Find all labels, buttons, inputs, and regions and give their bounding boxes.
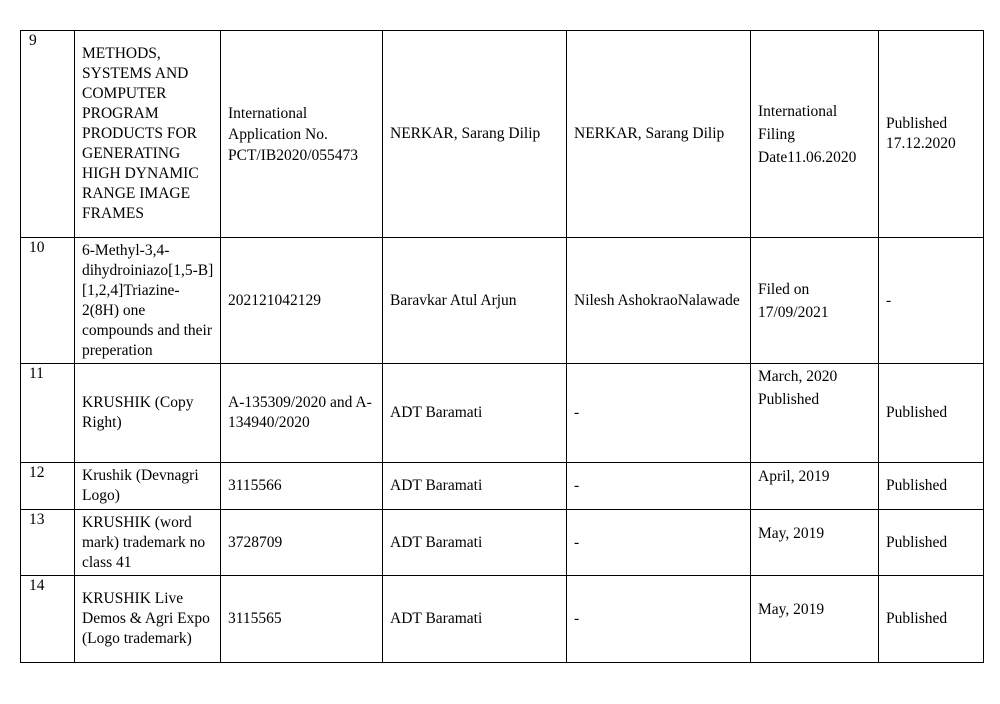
- status-cell: -: [879, 238, 984, 364]
- row-number: 11: [21, 364, 75, 463]
- row-number: 9: [21, 31, 75, 238]
- date-cell: [751, 463, 879, 510]
- status-cell: Published: [879, 463, 984, 510]
- application-number-cell: 202121042129: [221, 238, 383, 364]
- table-row: [21, 364, 984, 463]
- title-cell: KRUSHIK Live Demos & Agri Expo (Logo trademark): [75, 576, 221, 663]
- status-cell: Published: [879, 576, 984, 663]
- inventor-cell: -: [567, 463, 751, 510]
- date-cell: [751, 364, 879, 463]
- date-cell: [751, 510, 879, 576]
- date-text: May, 2019: [758, 601, 825, 618]
- inventor-cell: -: [567, 510, 751, 576]
- date-text: April, 2019: [758, 468, 830, 485]
- inventor-cell: NERKAR, Sarang Dilip: [567, 31, 751, 238]
- inventor-cell: Nilesh AshokraoNalawade: [567, 238, 751, 364]
- ipr-table: [20, 30, 984, 663]
- application-number-cell: 3728709: [221, 510, 383, 576]
- date-text: Filed on 17/09/2021: [758, 280, 829, 321]
- applicant-cell: ADT Baramati: [383, 510, 567, 576]
- row-number: 12: [21, 463, 75, 510]
- title-cell: KRUSHIK (word mark) trademark no class 41: [75, 510, 221, 576]
- application-number-cell: 3115565: [221, 576, 383, 663]
- inventor-cell: -: [567, 364, 751, 463]
- row-number: 14: [21, 576, 75, 663]
- date-cell: [751, 31, 879, 238]
- application-number-cell: 3115566: [221, 463, 383, 510]
- table-row: [21, 576, 984, 663]
- application-number-cell: International Application No. PCT/IB2020/055473: [221, 31, 383, 238]
- date-text: May, 2019: [758, 525, 825, 542]
- table-row: [21, 463, 984, 510]
- status-cell: Published: [879, 364, 984, 463]
- title-cell: Krushik (Devnagri Logo): [75, 463, 221, 510]
- inventor-cell: -: [567, 576, 751, 663]
- date-text: International Filing Date11.06.2020: [758, 102, 857, 166]
- status-cell: Published 17.12.2020: [879, 31, 984, 238]
- application-number-cell: A-135309/2020 and A-134940/2020: [221, 364, 383, 463]
- date-cell: [751, 238, 879, 364]
- title-cell: 6-Methyl-3,4-dihydroiniazo[1,5-B][1,2,4]Triazine-2(8H) one compounds and their preperation: [75, 238, 221, 364]
- table-row: [21, 510, 984, 576]
- date-text: March, 2020 Published: [758, 368, 838, 408]
- row-number: 13: [21, 510, 75, 576]
- title-cell: METHODS, SYSTEMS AND COMPUTER PROGRAM PRODUCTS FOR GENERATING HIGH DYNAMIC RANGE IMAGE FRAMES: [75, 31, 221, 238]
- table-row: [21, 238, 984, 364]
- applicant-cell: ADT Baramati: [383, 364, 567, 463]
- title-cell: KRUSHIK (Copy Right): [75, 364, 221, 463]
- status-cell: Published: [879, 510, 984, 576]
- date-cell: [751, 576, 879, 663]
- applicant-cell: NERKAR, Sarang Dilip: [383, 31, 567, 238]
- table-row: [21, 31, 984, 238]
- applicant-cell: Baravkar Atul Arjun: [383, 238, 567, 364]
- applicant-cell: ADT Baramati: [383, 463, 567, 510]
- row-number: 10: [21, 238, 75, 364]
- applicant-cell: ADT Baramati: [383, 576, 567, 663]
